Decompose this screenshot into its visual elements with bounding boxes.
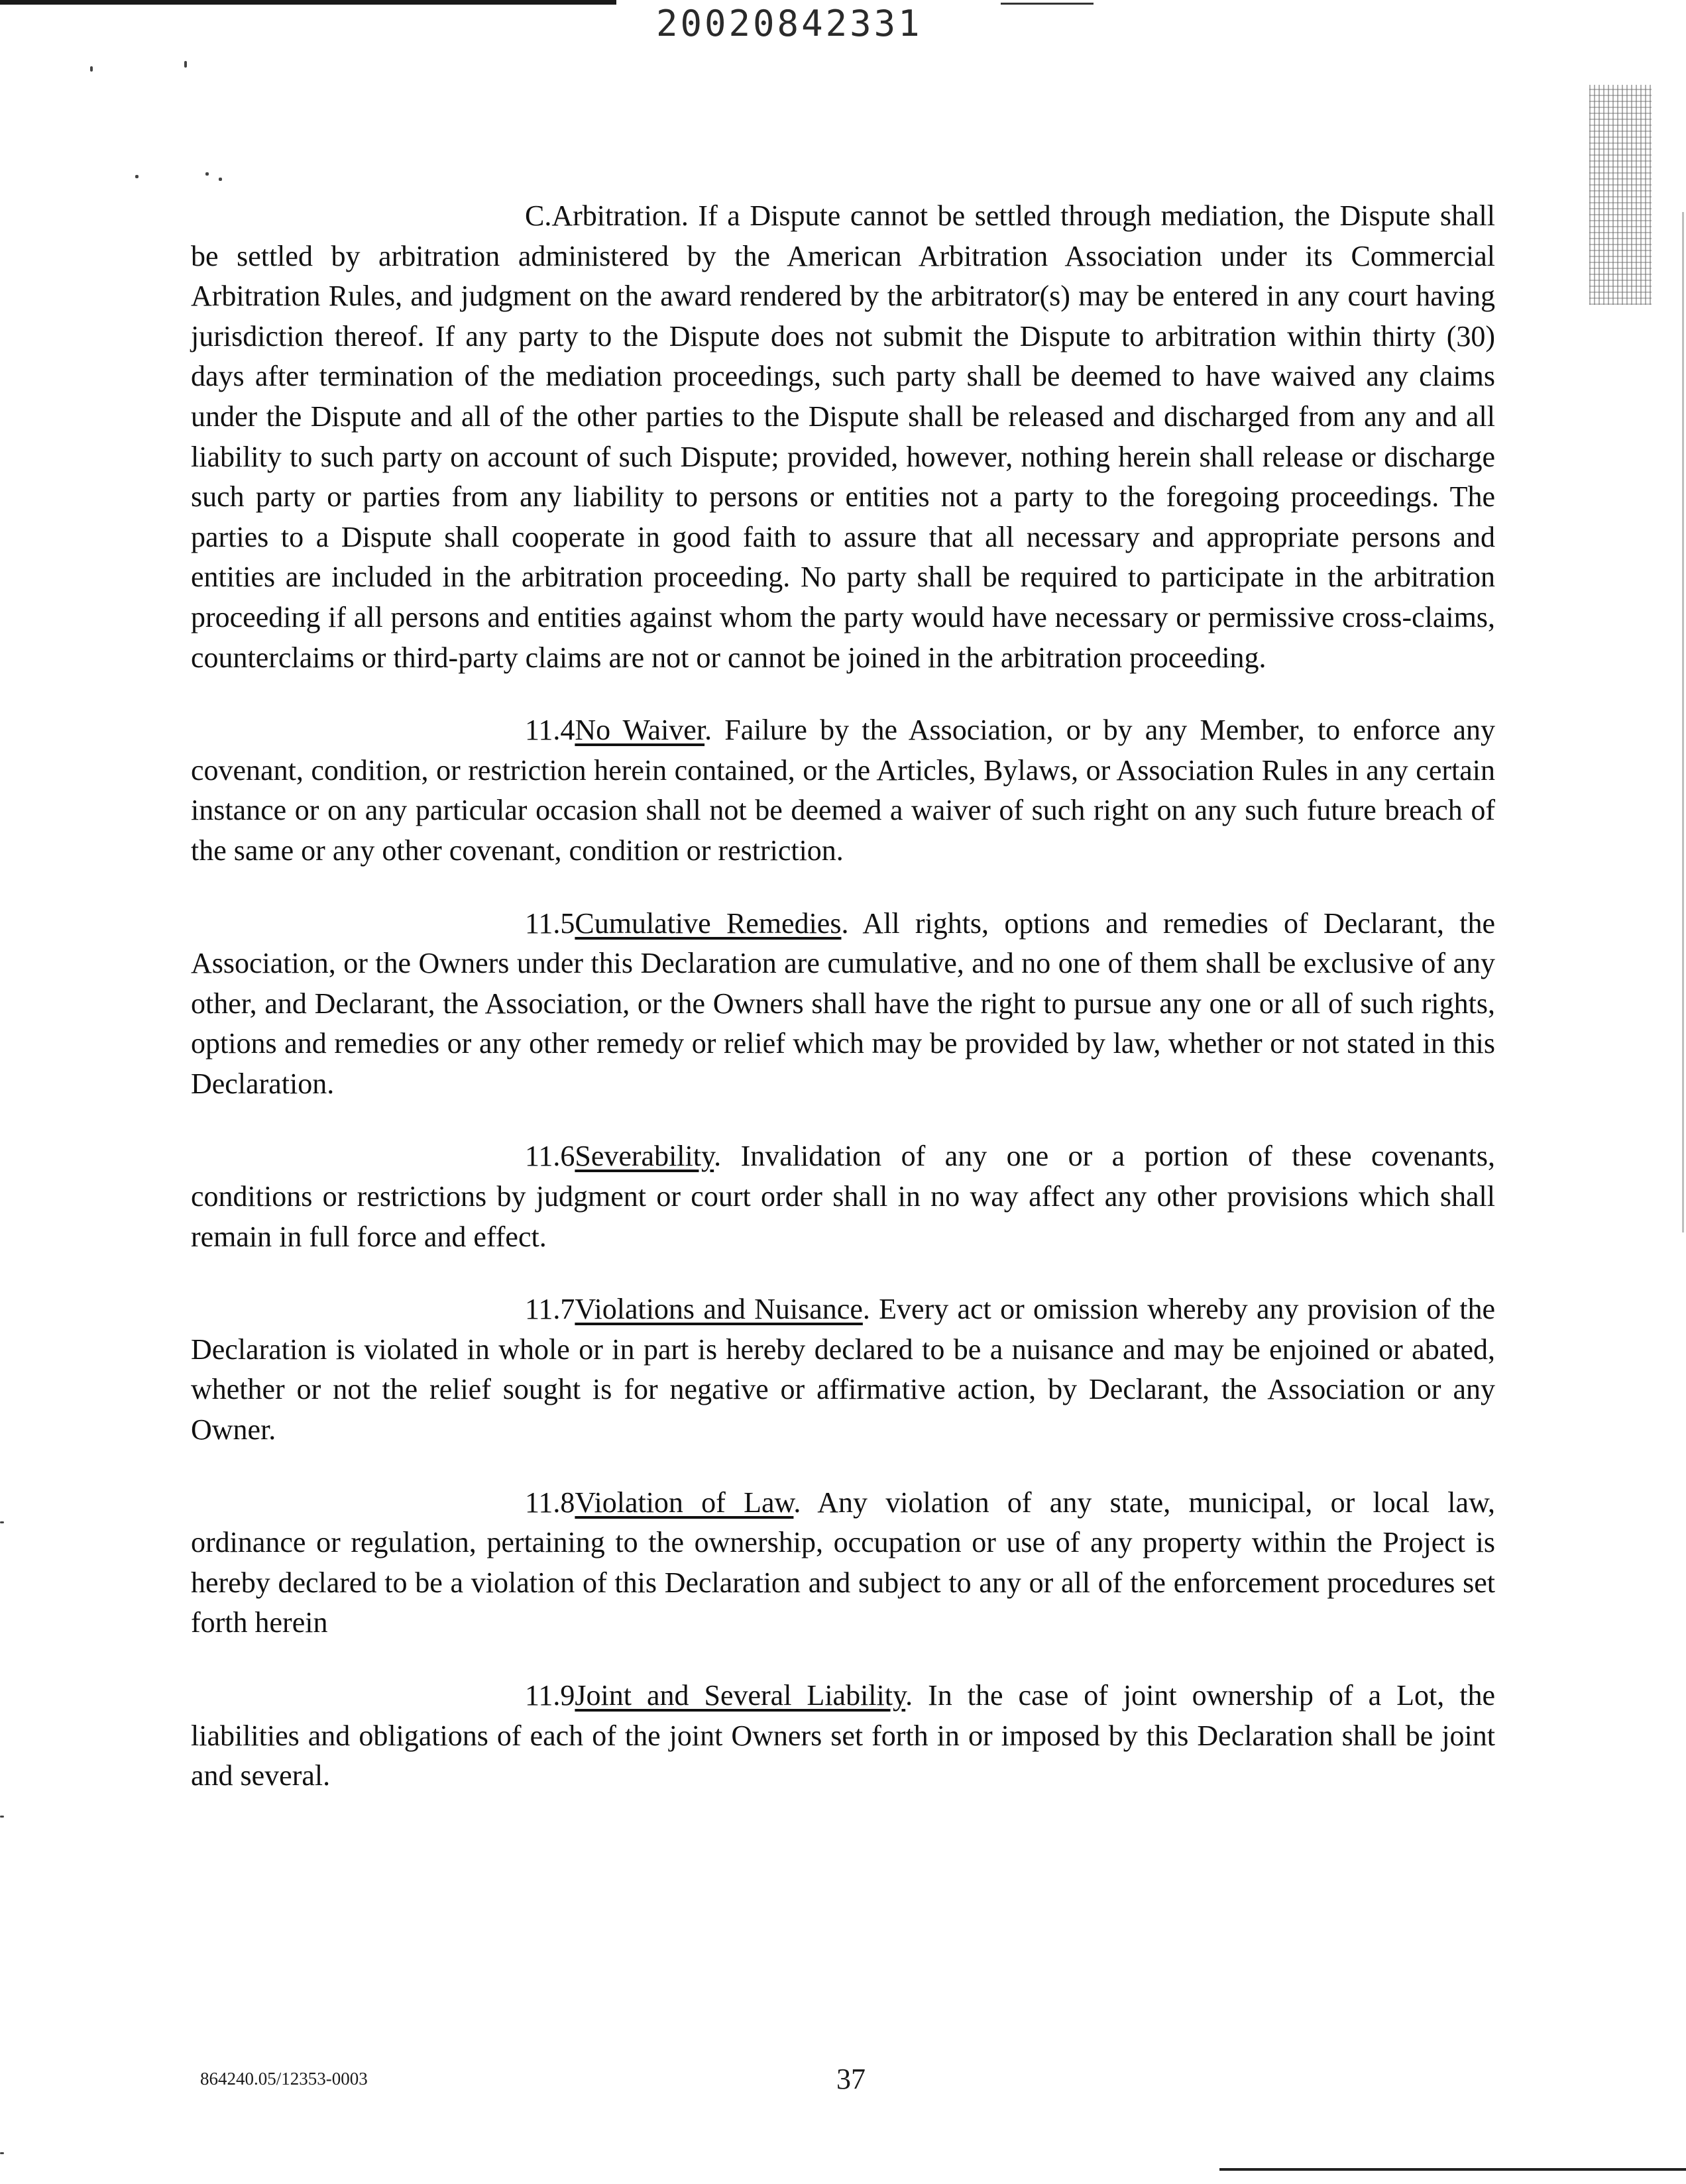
section-11-5 xyxy=(191,904,1495,1105)
section-heading: Joint and Several Liability xyxy=(575,1679,906,1712)
section-11-8 xyxy=(191,1483,1495,1643)
section-number: 11.9 xyxy=(525,1679,575,1712)
scan-speck xyxy=(135,175,139,178)
paragraph-arbitration xyxy=(191,196,1495,678)
section-heading: Cumulative Remedies xyxy=(575,906,842,940)
section-heading: Violations and Nuisance xyxy=(575,1293,863,1326)
section-number: 11.5 xyxy=(525,906,575,940)
section-11-6 xyxy=(191,1136,1495,1257)
section-number: 11.7 xyxy=(525,1293,575,1326)
section-text: . All rights, options and remedies of Declarant, the Association, or the Owners under this Declaration are cumulative, and no one of them shall be exclusive of any other, and Declarant, the Association, or the Owners shall have the right to pursue any one or all of such rights, options and remedies or any other remedy or relief which may be provided by law, whether or not stated in this Declaration. xyxy=(191,906,1495,1100)
paragraph-text: Arbitration. If a Dispute cannot be settled through mediation, the Dispute shall be settled by arbitration administered by the American Arbitration Association under its Commercial Arbitration Rules, and judgment on the award rendered by the arbitrator(s) may be entered in any court having jurisdiction thereof. If any party to the Dispute does not submit the Dispute to arbitration within thirty (30) days after termination of the mediation proceedings, such party shall be deemed to have waived any claims under the Dispute and all of the other parties to the Dispute shall be released and discharged from any and all liability to such party on account of such Dispute; provided, however, nothing herein shall release or discharge such party or parties from any liability to persons or entities not a party to the foregoing proceedings. The parties to a Dispute shall cooperate in good faith to assure that all necessary and appropriate persons and entities are included in the arbitration proceeding. No party shall be required to participate in the arbitration proceeding if all persons and entities against whom the party would have necessary or permissive cross-claims, counterclaims or third-party claims are not or cannot be joined in the arbitration proceeding. xyxy=(191,199,1495,674)
section-number: 11.8 xyxy=(525,1486,575,1519)
subsection-label: C. xyxy=(525,199,552,232)
scan-speck xyxy=(0,2152,4,2154)
scan-speck xyxy=(205,172,209,176)
section-11-4 xyxy=(191,710,1495,871)
section-text: . In the case of joint ownership of a Lot, the liabilities and obligations of each of the joint Owners set forth in or imposed by this Declaration shall be joint and several. xyxy=(191,1679,1495,1792)
section-11-7 xyxy=(191,1289,1495,1450)
scan-speck xyxy=(90,66,93,72)
top-rule xyxy=(0,0,616,5)
filing-stamp-mark xyxy=(1589,85,1652,305)
top-rule-right xyxy=(1001,3,1094,5)
section-text: . Failure by the Association, or by any Member, to enforce any covenant, condition, or restriction herein contained, or the Articles, Bylaws, or Association Rules in any certain instance or on any particular occasion shall not be deemed a waiver of such right on any such future breach of the same or any other covenant, condition or restriction. xyxy=(191,714,1495,867)
document-body xyxy=(191,196,1495,1829)
scan-edge-line xyxy=(1682,212,1684,1232)
scan-speck xyxy=(184,61,187,68)
section-heading: No Waiver xyxy=(575,714,705,747)
section-text: . Every act or omission whereby any provision of the Declaration is violated in whole or in part is hereby declared to be a nuisance and may be enjoined or abated, whether or not the relief sought is for negative or affirmative action, by Declarant, the Association or any Owner. xyxy=(191,1293,1495,1447)
section-number: 11.6 xyxy=(525,1140,575,1173)
scan-speck xyxy=(219,178,222,181)
section-text: . Any violation of any state, municipal, or local law, ordinance or regulation, pertaining to the ownership, occupation or use of any property within the Project is hereby declared to be a violation of this Declaration and subject to any or all of the enforcement procedures set forth herein xyxy=(191,1486,1495,1639)
section-heading: Violation of Law xyxy=(575,1486,794,1519)
section-11-9 xyxy=(191,1676,1495,1796)
document-reference: 864240.05/12353-0003 xyxy=(200,2069,368,2089)
bottom-rule xyxy=(1219,2168,1686,2171)
section-heading: Severability xyxy=(575,1140,714,1173)
scan-speck xyxy=(0,1521,4,1523)
section-text: . Invalidation of any one or a portion of these covenants, conditions or restrictions by judgment or court order shall in no way affect any other provisions which shall remain in full force and effect. xyxy=(191,1140,1495,1253)
page-number: 37 xyxy=(836,2063,866,2095)
document-number: 20020842331 xyxy=(656,3,923,44)
scan-speck xyxy=(0,1816,4,1818)
section-number: 11.4 xyxy=(525,714,575,747)
